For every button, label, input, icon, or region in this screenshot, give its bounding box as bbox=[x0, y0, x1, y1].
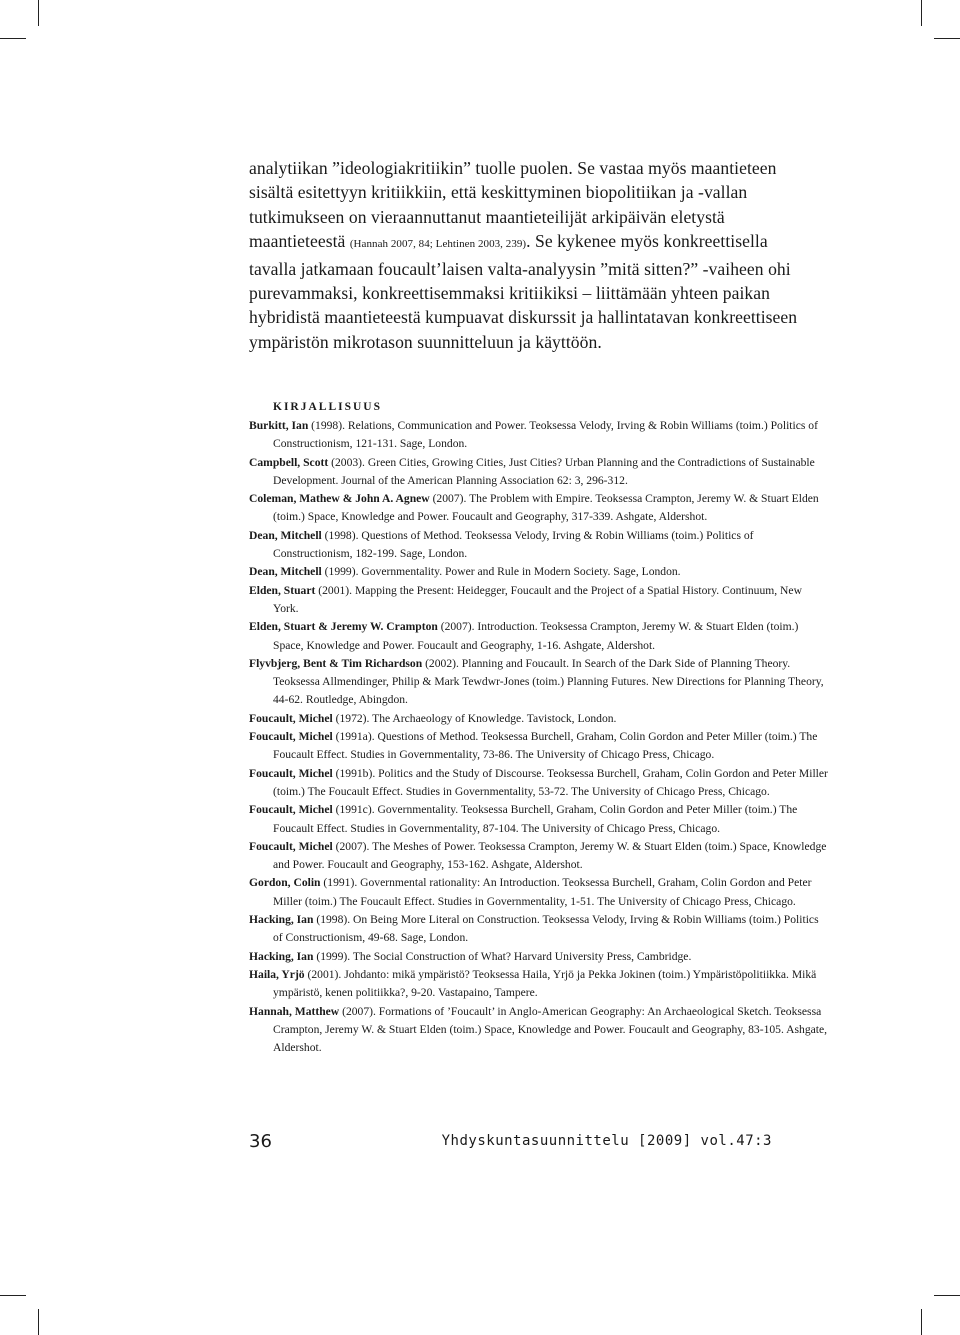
entry-details: (2007). Introduction. Teoksessa Crampton, Jeremy W. & Stuart Elden (toim.) Space, Knowledge and Power. Foucault and Geography, 1-16. Ashgate, Aldershot. bbox=[273, 620, 799, 652]
entry-author: Foucault, Michel bbox=[249, 711, 333, 725]
bibliography-entry bbox=[249, 911, 829, 948]
bibliography-entry bbox=[249, 563, 829, 581]
bibliography-heading: KIRJALLISUUS bbox=[273, 401, 382, 413]
bibliography-entry bbox=[249, 490, 829, 527]
crop-mark bbox=[921, 0, 922, 26]
crop-mark bbox=[0, 38, 26, 39]
entry-details: (2001). Johdanto: mikä ympäristö? Teoksessa Haila, Yrjö ja Pekka Jokinen (toim.) Ympäristöpolitiikka. Mikä ympäristö, kenen politiikka?, 9-20. Vastapaino, Tampere. bbox=[273, 967, 817, 1000]
bibliography-entry bbox=[249, 765, 829, 802]
journal-footer: Yhdyskuntasuunnittelu [2009] vol.47:3 bbox=[441, 1133, 772, 1149]
body-text-part-2: . Se kykenee myös konkreettisella tavalla jatkamaan foucault’laisen valta-analyysin ”mitä sitten?” -vaiheen ohi purevammaksi, konkreettisemmaksi kritiikiksi – liittämään yhteen paikan hybridistä maantieteestä kumpuavat diskurssit ja hallintatavan konkreettiseen ympäristön mikrotason suunnitteluun ja käyttöön. bbox=[249, 231, 798, 352]
entry-details: (1972). The Archaeology of Knowledge. Tavistock, London. bbox=[332, 711, 617, 725]
crop-mark bbox=[921, 1309, 922, 1335]
inline-citation: (Hannah 2007, 84; Lehtinen 2003, 239) bbox=[349, 238, 527, 251]
bibliography-entry bbox=[249, 728, 829, 765]
entry-details: (2007). The Problem with Empire. Teoksessa Crampton, Jeremy W. & Stuart Elden (toim.) Space, Knowledge and Power. Foucault and Geography, 317-339. Ashgate, Aldershot. bbox=[273, 492, 819, 524]
entry-author: Coleman, Mathew & John A. Agnew bbox=[249, 492, 430, 506]
entry-details: (1998). On Being More Literal on Construction. Teoksessa Velody, Irving & Robin Williams (toim.) Politics of Constructionism, 49-68. Sage, London. bbox=[273, 913, 819, 945]
entry-author: Hacking, Ian bbox=[249, 949, 314, 963]
crop-mark bbox=[0, 1295, 26, 1296]
entry-author: Foucault, Michel bbox=[249, 766, 333, 780]
bibliography-entry bbox=[249, 527, 829, 564]
entry-details: (1991c). Governmentality. Teoksessa Burchell, Graham, Colin Gordon and Peter Miller (toim.) The Foucault Effect. Studies in Governmentality, 87-104. The University of Chicago Press, Chicago. bbox=[273, 803, 798, 835]
entry-author: Hannah, Matthew bbox=[249, 1004, 340, 1018]
crop-mark bbox=[38, 1309, 39, 1335]
bibliography-entry bbox=[249, 710, 829, 728]
entry-details: (1998). Questions of Method. Teoksessa Velody, Irving & Robin Williams (toim.) Politics of Constructionism, 182-199. Sage, London. bbox=[273, 528, 754, 561]
entry-author: Dean, Mitchell bbox=[249, 528, 322, 542]
body-paragraph bbox=[249, 156, 819, 354]
crop-mark bbox=[38, 0, 39, 26]
bibliography-entry bbox=[249, 655, 829, 710]
entry-details: (2001). Mapping the Present: Heidegger, Foucault and the Project of a Spatial History. Continuum, New York. bbox=[273, 583, 802, 615]
entry-details: (1991). Governmental rationality: An Introduction. Teoksessa Burchell, Graham, Colin Gordon and Peter Miller (toim.) The Foucault Effect. Studies in Governmentality, 1-51. The University of Chicago Press, Chicago. bbox=[273, 876, 812, 908]
entry-author: Foucault, Michel bbox=[249, 730, 333, 744]
entry-details: (1999). Governmentality. Power and Rule in Modern Society. Sage, London. bbox=[321, 565, 681, 579]
bibliography-entry bbox=[249, 874, 829, 911]
bibliography-entry bbox=[249, 948, 829, 966]
entry-author: Burkitt, Ian bbox=[249, 419, 309, 432]
bibliography-entry bbox=[249, 801, 829, 838]
body-text-part-1: analytiikan ”ideologiakritiikin” tuolle puolen. Se vastaa myös maantieteen sisältä esitettyyn kritiikkiin, että keskittyminen biopolitiikan ja -vallan tutkimukseen on vieraannuttanut maantieteilijät arkipäivän eletystä maantieteestä bbox=[249, 158, 777, 252]
entry-author: Campbell, Scott bbox=[249, 455, 329, 469]
entry-details: (1991b). Politics and the Study of Discourse. Teoksessa Burchell, Graham, Colin Gordon and Peter Miller (toim.) The Foucault Effect. Studies in Governmentality, 53-72. The University of Chicago Press, Chicago. bbox=[273, 766, 828, 798]
entry-details: (2007). The Meshes of Power. Teoksessa Crampton, Jeremy W. & Stuart Elden (toim.) Space, Knowledge and Power. Foucault and Geography, 153-162. Ashgate, Aldershot. bbox=[273, 839, 827, 872]
bibliography-entry bbox=[249, 618, 829, 655]
bibliography-entry bbox=[249, 966, 829, 1003]
bibliography-entry bbox=[249, 417, 829, 454]
entry-author: Flyvbjerg, Bent & Tim Richardson bbox=[249, 656, 423, 670]
bibliography-entry bbox=[249, 838, 829, 875]
entry-author: Hacking, Ian bbox=[249, 913, 314, 927]
bibliography-entry bbox=[249, 1003, 829, 1058]
crop-mark bbox=[934, 38, 960, 39]
entry-details: (1991a). Questions of Method. Teoksessa Burchell, Graham, Colin Gordon and Peter Miller (toim.) The Foucault Effect. Studies in Governmentality, 73-86. The University of Chicago Press, Chicago. bbox=[273, 730, 818, 762]
bibliography-entry bbox=[249, 582, 829, 619]
bibliography-entry bbox=[249, 454, 829, 491]
entry-details: (2007). Formations of ’Foucault’ in Anglo-American Geography: An Archaeological Sketch. Teoksessa Crampton, Jeremy W. & Stuart Elden (toim.) Space, Knowledge and Power. Foucault and Geography, 83-105. Ashgate, Aldershot. bbox=[273, 1004, 828, 1055]
entry-details: (2002). Planning and Foucault. In Search of the Dark Side of Planning Theory. Teoksessa Allmendinger, Philip & Mark Tewdwr-Jones (toim.) Planning Futures. New Directions for Planning Theory, 44-62. Routledge, Abingdon. bbox=[273, 656, 824, 707]
entry-author: Foucault, Michel bbox=[249, 839, 333, 853]
page-number: 36 bbox=[249, 1131, 272, 1152]
entry-details: (1998). Relations, Communication and Power. Teoksessa Velody, Irving & Robin Williams (toim.) Politics of Constructionism, 121-131. Sage, London. bbox=[273, 419, 818, 451]
entry-author: Gordon, Colin bbox=[249, 876, 321, 890]
entry-author: Elden, Stuart & Jeremy W. Crampton bbox=[249, 620, 438, 634]
entry-author: Foucault, Michel bbox=[249, 803, 333, 817]
bibliography-list bbox=[249, 417, 829, 1057]
entry-author: Elden, Stuart bbox=[249, 583, 316, 597]
entry-details: (2003). Green Cities, Growing Cities, Just Cities? Urban Planning and the Contradictions of Sustainable Development. Journal of the American Planning Association 62: 3, 296-312. bbox=[273, 455, 815, 487]
crop-mark bbox=[934, 1295, 960, 1296]
entry-details: (1999). The Social Construction of What? Harvard University Press, Cambridge. bbox=[313, 949, 692, 963]
entry-author: Haila, Yrjö bbox=[249, 967, 305, 981]
entry-author: Dean, Mitchell bbox=[249, 565, 322, 579]
